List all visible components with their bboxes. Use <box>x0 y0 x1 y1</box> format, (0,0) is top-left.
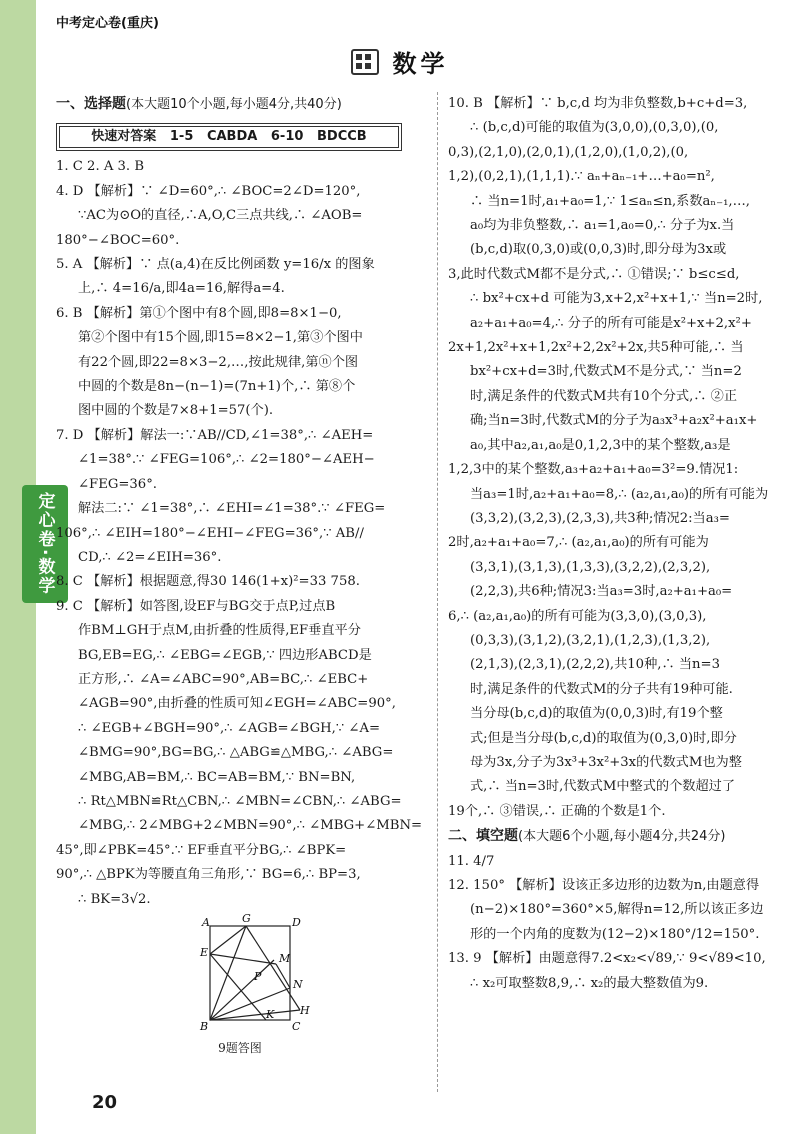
answer-line: 106°,∴ ∠EIH=180°−∠EHI−∠FEG=36°,∵ AB// <box>56 525 364 541</box>
answer-line: 1,2),(0,2,1),(1,1,1).∵ aₙ+aₙ₋₁+…+a₀=n², <box>448 169 715 185</box>
answer-line: 正方形,∴ ∠A=∠ABC=90°,AB=BC,∴ ∠EBC+ <box>78 671 369 687</box>
answer-line: (3,3,2),(3,2,3),(2,3,3),共3种;情况2:当a₃= <box>470 510 730 526</box>
answer-line: ∴ BK=3√2. <box>78 891 151 907</box>
section-choice-heading: 一、选择题(本大题10个小题,每小题4分,共40分) <box>56 96 342 112</box>
page-title-block <box>0 44 800 79</box>
answer-line: 图中圆的个数是7×8+1=57(个). <box>78 403 274 419</box>
answer-line: ∴ bx²+cx+d 可能为3,x+2,x²+x+1,∵ 当n=2时, <box>470 291 763 307</box>
answer-line: 式;但是当分母(b,c,d)的取值为(0,3,0)时,即分 <box>470 730 737 746</box>
answer-line: 上,∴ 4=16/a,即4a=16,解得a=4. <box>78 281 285 297</box>
answer-line: 有22个圆,即22=8×3−2,…,按此规律,第ⓝ个图 <box>78 354 359 370</box>
right-column <box>448 92 784 996</box>
figure-point-label: A <box>202 916 210 929</box>
answer-line: 6,∴ (a₂,a₁,a₀)的所有可能为(3,3,0),(3,0,3), <box>448 608 707 624</box>
answer-line: (3,3,1),(3,1,3),(1,3,3),(3,2,2),(2,3,2), <box>470 559 711 575</box>
subject-grid-icon <box>351 49 379 75</box>
answer-line: BG,EB=EG,∴ ∠EBG=∠EGB,∵ 四边形ABCD是 <box>78 647 372 663</box>
figure-point-label: K <box>266 1008 275 1021</box>
answer-line: 12. 150° 【解析】设该正多边形的边数为n,由题意得 <box>448 878 760 893</box>
answer-line: 2x+1,2x²+x+1,2x²+2,2x²+2x,共5种可能,∴ 当 <box>448 340 744 356</box>
answer-line: 式,∴ 当n=3时,代数式M中整式的个数超过了 <box>470 779 736 795</box>
answer-line: 当分母(b,c,d)的取值为(0,0,3)时,有19个整 <box>470 706 723 722</box>
figure-point-label: N <box>293 978 303 991</box>
answer-line: bx²+cx+d=3时,代数式M不是分式,∵ 当n=2 <box>470 364 742 380</box>
answer-line: ∠AGB=90°,由折叠的性质可知∠EGH=∠ABC=90°, <box>78 696 396 712</box>
answer-line: (n−2)×180°=360°×5,解得n=12,所以该正多边 <box>470 902 764 918</box>
answer-line: 确;当n=3时,代数式M的分子为a₃x³+a₂x²+a₁x+ <box>470 413 758 429</box>
answer-line: 5. A 【解析】∵ 点(a,4)在反比例函数 y=16/x 的图象 <box>56 257 375 273</box>
column-divider <box>437 92 438 1092</box>
figure-point-label: E <box>200 946 209 959</box>
left-answers <box>56 155 424 912</box>
answer-line: 时,满足条件的代数式M共有10个分式,∴ ②正 <box>470 388 738 404</box>
answer-line: 形的一个内角的度数为(12−2)×180°/12=150°. <box>470 926 760 942</box>
answer-line: 时,满足条件的代数式M的分子共有19种可能. <box>470 681 733 697</box>
side-tab: 定心卷·数学 <box>22 485 68 603</box>
answer-line: ∴ x₂可取整数8,9,∴ x₂的最大整数值为9. <box>470 975 709 991</box>
answer-line: 90°,∴ △BPK为等腰直角三角形,∵ BG=6,∴ BP=3, <box>56 867 361 883</box>
figure-point-label: B <box>200 1020 209 1033</box>
figure-point-label: G <box>242 912 251 925</box>
figure-point-label: C <box>292 1020 301 1033</box>
answer-line: 11. 4/7 <box>448 853 495 869</box>
answer-line: 0,3),(2,1,0),(2,0,1),(1,2,0),(1,0,2),(0, <box>448 144 689 160</box>
answer-line: 180°−∠BOC=60°. <box>56 232 180 248</box>
section-fill-heading: 二、填空题(本大题6个小题,每小题4分,共24分) <box>448 828 726 845</box>
answer-line: ∴ ∠EGB+∠BGH=90°,∴ ∠AGB=∠BGH,∵ ∠A= <box>78 720 381 736</box>
answer-line: 解法二:∵ ∠1=38°,∴ ∠EHI=∠1=38°.∵ ∠FEG= <box>78 501 386 517</box>
figure-point-label: P <box>254 970 262 983</box>
answer-line: (2,2,3),共6种;情况3:当a₃=3时,a₂+a₁+a₀= <box>470 584 733 600</box>
figure-caption: 9题答图 <box>218 1041 262 1055</box>
answer-line: 8. C 【解析】根据题意,得30 146(1+x)²=33 758. <box>56 574 360 590</box>
figure-point-label: M <box>279 952 291 965</box>
answer-line: 9. C 【解析】如答图,设EF与BG交于点P,过点B <box>56 598 336 614</box>
page-title: 数学 <box>392 50 449 78</box>
geometry-diagram <box>196 912 310 1034</box>
answer-line: 母为3x,分子为3x³+3x²+3x的代数式M也为整 <box>470 754 742 770</box>
answer-line: ∠BMG=90°,BG=BG,∴ △ABG≌△MBG,∴ ∠ABG= <box>78 745 394 761</box>
figure-q9 <box>56 912 424 1058</box>
right-answers-fill <box>448 850 784 996</box>
answer-line: 2时,a₂+a₁+a₀=7,∴ (a₂,a₁,a₀)的所有可能为 <box>448 535 709 551</box>
left-column <box>56 92 424 1058</box>
answer-line: ∴ 当n=1时,a₁+a₀=1,∵ 1≤aₙ≤n,系数aₙ₋₁,…, <box>470 193 750 209</box>
answer-line: 第②个图中有15个圆,即15=8×2−1,第③个图中 <box>78 330 363 346</box>
answer-line: (2,1,3),(2,3,1),(2,2,2),共10种,∴ 当n=3 <box>470 657 720 673</box>
figure-point-label: D <box>292 916 301 929</box>
answer-line: a₀均为非负整数,∴ a₁=1,a₀=0,∴ 分子为x.当 <box>470 218 735 234</box>
answer-line: 19个,∴ ③错误,∴ 正确的个数是1个. <box>448 803 666 819</box>
answer-line: ∴ Rt△MBN≌Rt△CBN,∴ ∠MBN=∠CBN,∴ ∠ABG= <box>78 793 402 809</box>
running-header: 中考定心卷(重庆) <box>56 16 159 31</box>
page-number: 20 <box>92 1092 118 1113</box>
answer-line: 45°,即∠PBK=45°.∵ EF垂直平分BG,∴ ∠BPK= <box>56 842 347 858</box>
figure-point-label: H <box>300 1004 310 1017</box>
answer-line: 作BM⊥GH于点M,由折叠的性质得,EF垂直平分 <box>78 623 361 639</box>
answer-line: 13. 9 【解析】由题意得7.2<x₂<√89,∵ 9<√89<10, <box>448 951 766 967</box>
answer-line: ∠FEG=36°. <box>78 476 157 492</box>
answer-line: ∠MBG,∴ 2∠MBG+2∠MBN=90°,∴ ∠MBG+∠MBN= <box>78 818 423 834</box>
answer-line: a₀,其中a₂,a₁,a₀是0,1,2,3中的某个整数,a₃是 <box>470 437 731 453</box>
answer-line: 1,2,3中的某个整数,a₃+a₂+a₁+a₀=3²=9.情况1: <box>448 462 739 478</box>
answer-line: 中圆的个数是8n−(n−1)=(7n+1)个,∴ 第⑧个 <box>78 379 356 395</box>
answer-line: (b,c,d)取(0,3,0)或(0,0,3)时,即分母为3x或 <box>470 242 727 258</box>
answer-line: 1. C 2. A 3. B <box>56 159 145 175</box>
answer-line: (0,3,3),(3,1,2),(3,2,1),(1,2,3),(1,3,2), <box>470 632 711 648</box>
answer-line: 3,此时代数式M都不是分式,∴ ①错误;∵ b≤c≤d, <box>448 266 740 282</box>
answer-line: CD,∴ ∠2=∠EIH=36°. <box>78 549 222 565</box>
answer-line: 当a₃=1时,a₂+a₁+a₀=8,∴ (a₂,a₁,a₀)的所有可能为 <box>470 486 769 502</box>
answer-line: 6. B 【解析】第①个图中有8个圆,即8=8×1−0, <box>56 305 342 321</box>
answer-line: ∴ (b,c,d)可能的取值为(3,0,0),(0,3,0),(0, <box>470 120 719 136</box>
answer-line: 10. B 【解析】∵ b,c,d 均为非负整数,b+c+d=3, <box>448 96 748 111</box>
answer-line: 4. D 【解析】∵ ∠D=60°,∴ ∠BOC=2∠D=120°, <box>56 183 361 199</box>
answer-line: ∠MBG,AB=BM,∴ BC=AB=BM,∵ BN=BN, <box>78 769 356 785</box>
answer-line: a₂+a₁+a₀=4,∴ 分子的所有可能是x²+x+2,x²+ <box>470 315 752 331</box>
answer-line: ∵AC为⊙O的直径,∴A,O,C三点共线,∴ ∠AOB= <box>78 208 363 224</box>
answer-line: 7. D 【解析】解法一:∵AB//CD,∠1=38°,∴ ∠AEH= <box>56 427 374 443</box>
answer-line: ∠1=38°.∵ ∠FEG=106°,∴ ∠2=180°−∠AEH− <box>78 452 375 468</box>
quick-answer-box: 快速对答案 1-5 CABDA 6-10 BDCCB <box>56 123 402 151</box>
right-answers <box>448 92 784 824</box>
